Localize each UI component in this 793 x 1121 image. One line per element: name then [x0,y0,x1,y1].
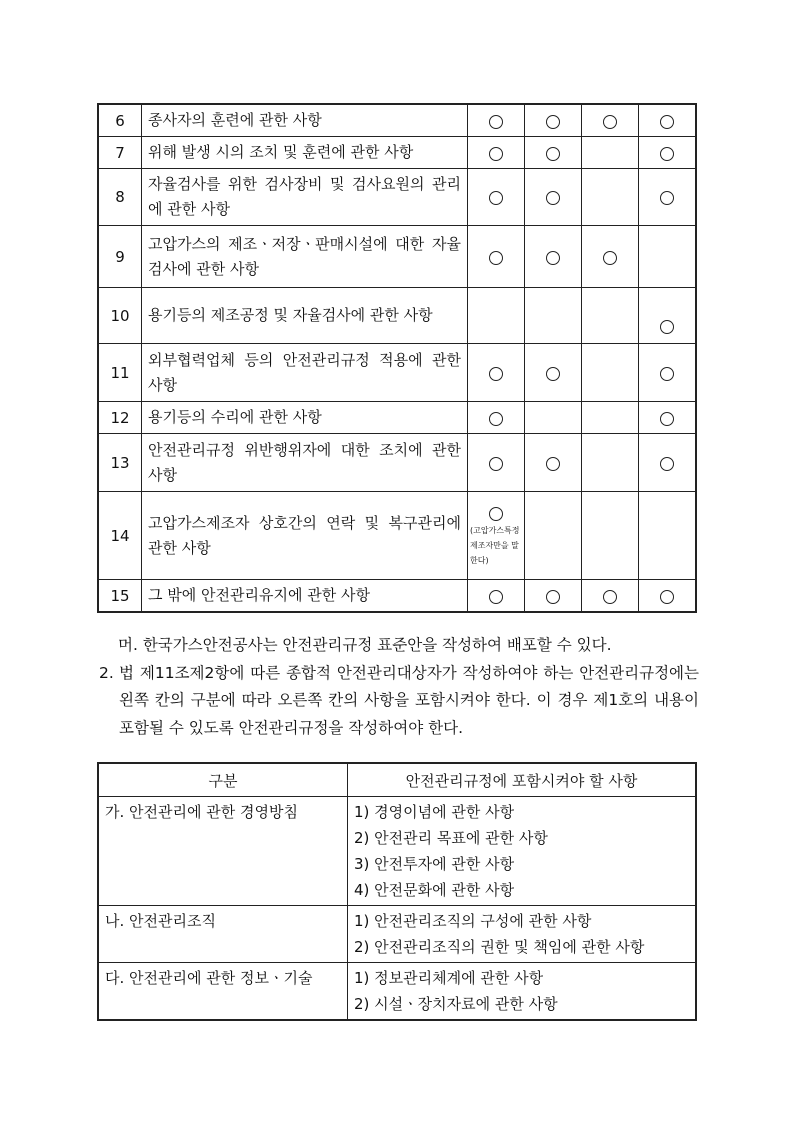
list-item: 1) 안전관리조직의 구성에 관한 사항 [354,912,592,930]
paragraph-line: 머. 한국가스안전공사는 안전관리규정 표준안을 작성하여 배포할 수 있다. [118,636,612,654]
circle-mark [603,590,617,604]
mark-cell [468,137,525,169]
table-row [98,906,696,963]
mark-cell [468,434,525,492]
items-cell [348,797,697,906]
mark-cell [525,226,582,288]
category-cell: 다. 안전관리에 관한 정보ㆍ기술 [98,963,348,1021]
list-item: 2) 안전관리 목표에 관한 사항 [354,829,548,847]
circle-mark [489,507,503,521]
circle-mark [546,590,560,604]
mark-cell [468,226,525,288]
circle-mark [546,367,560,381]
mark-cell [468,402,525,434]
circle-mark [660,367,674,381]
circle-mark [546,251,560,265]
mark-note: (고압가스특정제조자만을 말한다) [470,525,520,565]
mark-cell [582,226,639,288]
list-item: 4) 안전문화에 관한 사항 [354,881,515,899]
mark-cell [468,492,525,580]
table-row [98,402,696,434]
circle-mark [489,115,503,129]
circle-mark [603,115,617,129]
items-cell [348,906,697,963]
row-text: 위해 발생 시의 조치 및 훈련에 관한 사항 [142,137,468,169]
mark-cell [468,104,525,137]
list-item: 2) 안전관리조직의 권한 및 책임에 관한 사항 [354,938,645,956]
items-cell [348,963,697,1021]
circle-mark [489,191,503,205]
circle-mark [546,457,560,471]
mark-cell [468,288,525,344]
regulation-contents-table [97,762,697,1021]
mark-cell [582,169,639,226]
list-item: 1) 경영이념에 관한 사항 [354,803,515,821]
row-text: 용기등의 제조공정 및 자율검사에 관한 사항 [142,288,468,344]
category-cell: 가. 안전관리에 관한 경영방침 [98,797,348,906]
circle-mark [489,412,503,426]
circle-mark [660,412,674,426]
column-header: 안전관리규정에 포함시켜야 할 사항 [348,763,697,797]
table-row [98,226,696,288]
mark-cell [639,137,697,169]
table-header-row [98,763,696,797]
row-number: 14 [98,492,142,580]
circle-mark [489,590,503,604]
circle-mark [660,115,674,129]
mark-cell [582,137,639,169]
mark-cell [525,434,582,492]
mark-cell [525,344,582,402]
circle-mark [489,147,503,161]
mark-cell [525,288,582,344]
row-number: 9 [98,226,142,288]
table-row [98,580,696,613]
row-text: 종사자의 훈련에 관한 사항 [142,104,468,137]
body-paragraph [99,632,699,742]
circle-mark [660,590,674,604]
mark-cell [468,344,525,402]
mark-cell [639,492,697,580]
circle-mark [489,251,503,265]
list-item: 1) 정보관리체계에 관한 사항 [354,969,544,987]
circle-mark [603,251,617,265]
safety-items-table [97,103,697,613]
mark-cell [525,580,582,613]
mark-cell [582,580,639,613]
row-number: 6 [98,104,142,137]
numbered-item [99,660,699,743]
circle-mark [660,191,674,205]
row-number: 11 [98,344,142,402]
mark-cell [525,104,582,137]
mark-cell [639,344,697,402]
category-cell: 나. 안전관리조직 [98,906,348,963]
row-text: 고압가스의 제조ㆍ저장ㆍ판매시설에 대한 자율검사에 관한 사항 [142,226,468,288]
row-number: 8 [98,169,142,226]
circle-mark [546,115,560,129]
mark-cell [582,402,639,434]
column-header: 구분 [98,763,348,797]
row-number: 7 [98,137,142,169]
row-number: 12 [98,402,142,434]
mark-cell [468,169,525,226]
row-number: 15 [98,580,142,613]
mark-cell [639,226,697,288]
circle-mark [489,457,503,471]
table-row [98,797,696,906]
circle-mark [546,147,560,161]
mark-cell [525,492,582,580]
item-number: 2. [99,663,114,682]
circle-mark [660,147,674,161]
row-text: 안전관리규정 위반행위자에 대한 조치에 관한 사항 [142,434,468,492]
mark-cell [639,288,697,344]
mark-cell [525,137,582,169]
list-item: 2) 시설ㆍ장치자료에 관한 사항 [354,995,558,1013]
list-item: 3) 안전투자에 관한 사항 [354,855,515,873]
mark-cell [582,492,639,580]
table-row [98,288,696,344]
mark-cell [639,580,697,613]
mark-cell [582,104,639,137]
circle-mark [660,320,674,334]
mark-cell [582,288,639,344]
mark-cell [468,580,525,613]
mark-cell [639,104,697,137]
row-number: 10 [98,288,142,344]
row-text: 용기등의 수리에 관한 사항 [142,402,468,434]
row-text: 그 밖에 안전관리유지에 관한 사항 [142,580,468,613]
table-row [98,344,696,402]
row-text: 외부협력업체 등의 안전관리규정 적용에 관한 사항 [142,344,468,402]
row-text: 고압가스제조자 상호간의 연락 및 복구관리에 관한 사항 [142,492,468,580]
mark-cell [639,169,697,226]
table-row [98,104,696,137]
mark-cell [582,434,639,492]
circle-mark [660,457,674,471]
mark-cell [525,169,582,226]
circle-mark [546,191,560,205]
row-text: 자율검사를 위한 검사장비 및 검사요원의 관리에 관한 사항 [142,169,468,226]
mark-cell [525,402,582,434]
row-number: 13 [98,434,142,492]
item-text: 법 제11조제2항에 따른 종합적 안전관리대상자가 작성하여야 하는 안전관리규정에는 왼쪽 칸의 구분에 따라 오른쪽 칸의 사항을 포함시켜야 한다. 이 경우 제1호의 내용이 포함될 수 있도록 안전관리규정을 작성하여야 한다. [119,663,699,737]
table-row [98,492,696,580]
table-row [98,434,696,492]
table-row [98,137,696,169]
mark-cell [639,434,697,492]
table-row [98,169,696,226]
mark-cell [582,344,639,402]
circle-mark [489,367,503,381]
table-row [98,963,696,1021]
mark-cell [639,402,697,434]
